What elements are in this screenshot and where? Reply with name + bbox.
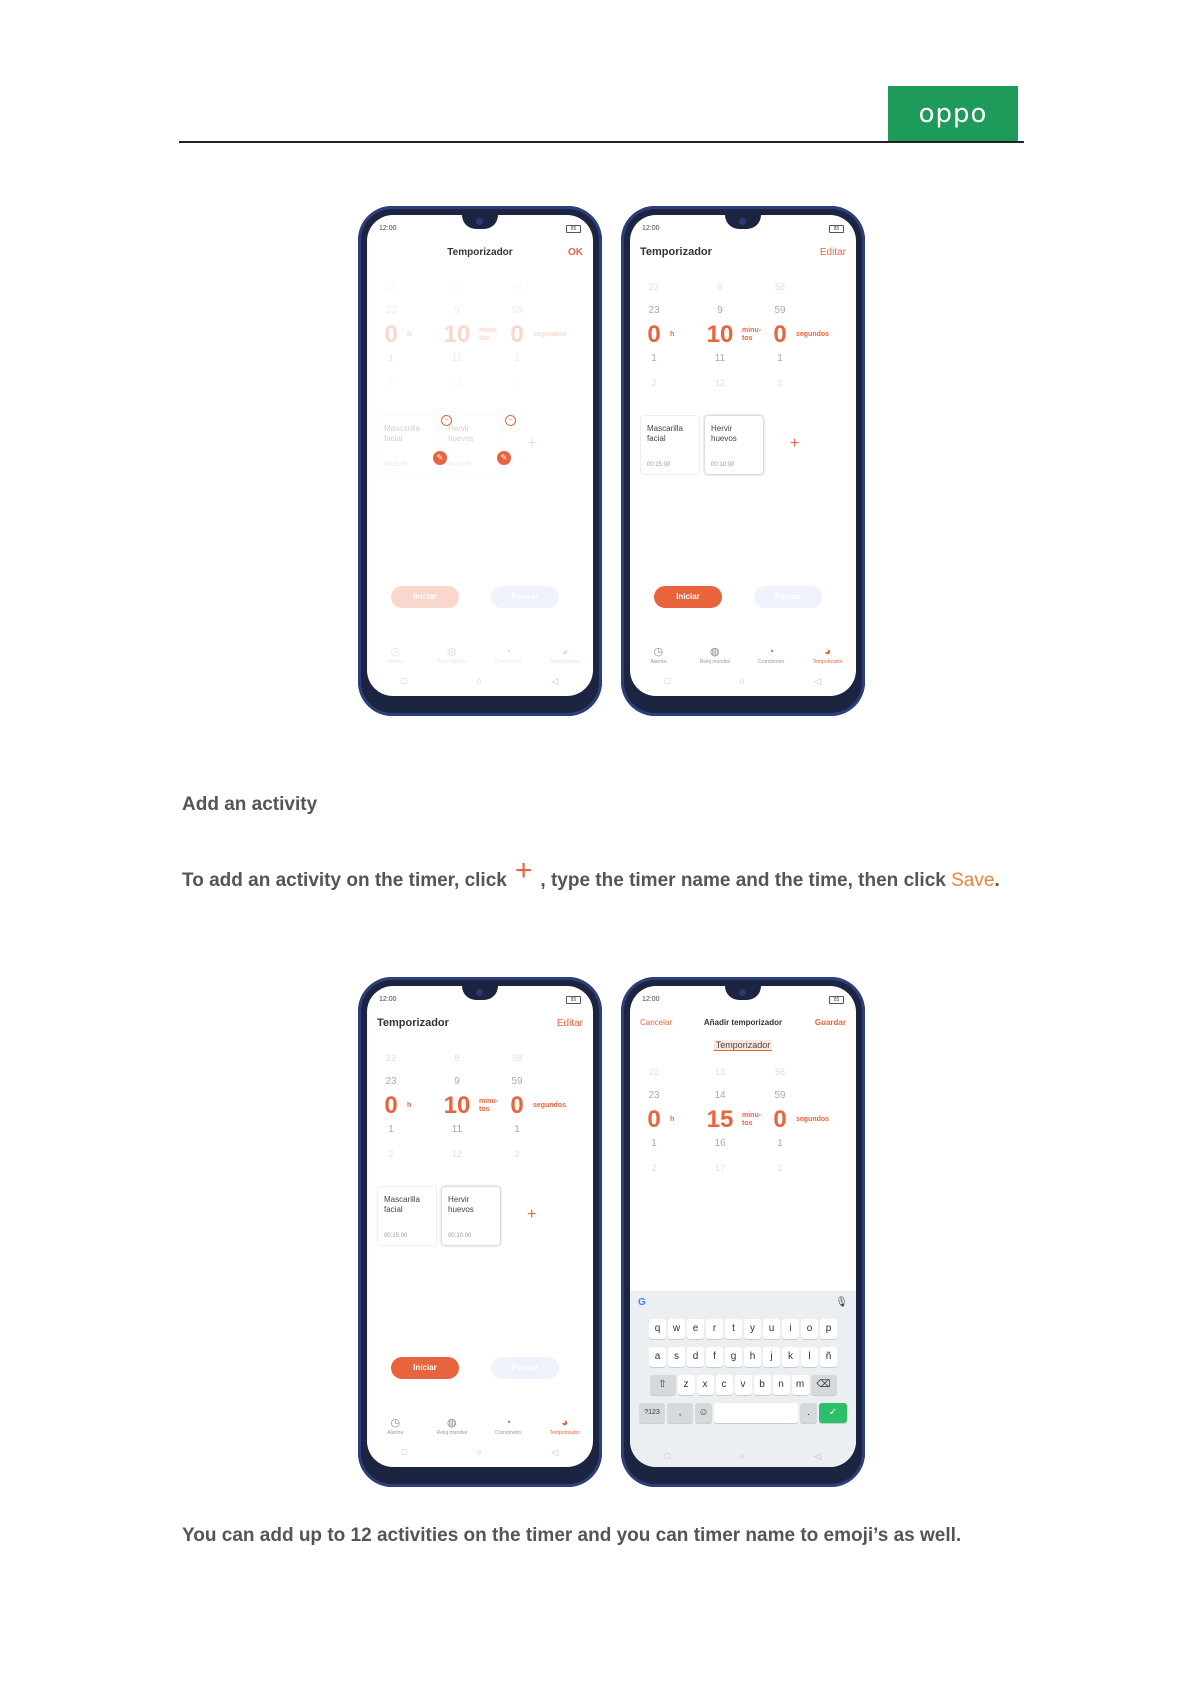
bottom-nav [367, 1417, 593, 1443]
emoji-icon[interactable]: ☺ [695, 1403, 712, 1423]
symbols-key[interactable]: ?123 [639, 1403, 665, 1423]
shift-icon[interactable]: ⇧ [650, 1375, 676, 1395]
key[interactable]: h [744, 1347, 761, 1367]
edit-icon[interactable]: ✎ [433, 451, 447, 465]
checkmark-icon[interactable]: ✓ [819, 1403, 847, 1423]
backspace-icon[interactable]: ⌫ [811, 1375, 837, 1395]
phone-edit-mode [358, 206, 602, 716]
status-bar: 12:00 85 [642, 996, 844, 1004]
edit-icon[interactable]: ✎ [497, 451, 511, 465]
key[interactable]: a [649, 1347, 666, 1367]
key[interactable]: b [754, 1375, 771, 1395]
key[interactable]: t [725, 1319, 742, 1339]
header-rule [179, 141, 1024, 143]
time-picker[interactable]: 22 23 0 1 2 13 14 15 16 17 58 59 0 1 2 h minu- tos segundos [647, 1067, 830, 1173]
nav-alarm[interactable]: ◷ Alarma [370, 1417, 420, 1443]
clock-icon: ◷ [390, 1417, 401, 1429]
period-key[interactable]: . [800, 1403, 817, 1423]
edit-button[interactable]: Editar [556, 1018, 583, 1029]
time-picker[interactable]: 22 23 0 1 2 8 9 10 11 12 58 59 0 1 2 h minu- tos segundos [384, 1053, 567, 1159]
stopwatch-icon: ◔ [504, 646, 512, 658]
key[interactable]: c [716, 1375, 733, 1395]
instruction-text: To add an activity on the timer, click + , type the timer name and the time, then click Save. [182, 854, 1000, 891]
nav-timer[interactable]: ◕ Temporizador [540, 646, 590, 672]
stopwatch-icon: ◔ [767, 646, 775, 658]
comma-key[interactable]: , [667, 1403, 693, 1423]
clock-icon: ◷ [390, 646, 401, 658]
timer-icon: ◕ [561, 1417, 569, 1429]
key[interactable]: g [725, 1347, 742, 1367]
key[interactable]: z [678, 1375, 695, 1395]
nav-stopwatch[interactable]: ◔ Cronómetro [483, 646, 533, 672]
edit-button[interactable]: Editar [819, 247, 846, 258]
key[interactable]: i [782, 1319, 799, 1339]
oppo-logo: oppo [888, 86, 1018, 141]
nav-stopwatch[interactable]: ◔ Cronómetro [746, 646, 796, 672]
phone-timer [621, 206, 865, 716]
nav-world-clock[interactable]: ◍ Reloj mundial [427, 646, 477, 672]
plus-icon[interactable]: + [790, 435, 800, 452]
system-nav [630, 1451, 856, 1465]
globe-icon: ◍ [446, 646, 457, 658]
activity-card[interactable]: Mascarilla facial 00:15:00 [377, 1186, 437, 1246]
key[interactable]: ñ [820, 1347, 837, 1367]
key[interactable]: u [763, 1319, 780, 1339]
home-icon[interactable]: ○ [476, 1447, 482, 1457]
key-row [633, 1347, 853, 1367]
page-title: Añadir temporizador [703, 1018, 783, 1027]
remove-icon[interactable]: − [505, 415, 516, 426]
nav-world-clock[interactable]: ◍ Reloj mundial [427, 1417, 477, 1443]
home-icon[interactable]: ○ [739, 676, 745, 686]
stopwatch-icon: ◔ [504, 1417, 512, 1429]
activity-card[interactable]: Mascarilla facial 00:15:00 [377, 415, 437, 475]
globe-icon: ◍ [446, 1417, 457, 1429]
key-row [633, 1319, 853, 1339]
key[interactable]: q [649, 1319, 666, 1339]
nav-world-clock[interactable]: ◍ Reloj mundial [690, 646, 740, 672]
recents-icon[interactable]: □ [664, 676, 671, 686]
timer-name-field[interactable]: Temporizador [715, 1040, 771, 1050]
key[interactable]: n [773, 1375, 790, 1395]
system-nav [367, 676, 593, 690]
key[interactable]: s [668, 1347, 685, 1367]
back-icon[interactable]: ◁ [551, 676, 559, 686]
plus-icon[interactable]: + [527, 1206, 537, 1223]
page-title: Temporizador [447, 247, 513, 258]
pause-button[interactable]: Pausar [491, 1357, 559, 1379]
recents-icon[interactable]: □ [401, 1447, 408, 1457]
ok-button[interactable]: OK [568, 247, 583, 258]
save-button[interactable]: Guardar [814, 1018, 846, 1027]
key[interactable]: j [763, 1347, 780, 1367]
space-key[interactable] [714, 1403, 798, 1423]
bottom-nav [367, 646, 593, 672]
page-title: Temporizador [377, 1017, 449, 1029]
footer-note: You can add up to 12 activities on the timer and you can timer name to emoji’s as well. [182, 1525, 962, 1546]
nav-alarm[interactable]: ◷ Alarma [370, 646, 420, 672]
status-bar: 12:00 85 [379, 225, 581, 233]
key[interactable]: v [735, 1375, 752, 1395]
timer-icon: ◕ [824, 646, 832, 658]
mic-icon[interactable]: 🎙 [835, 1297, 848, 1308]
clock-icon: ◷ [653, 646, 664, 658]
key[interactable]: w [668, 1319, 685, 1339]
key[interactable]: p [820, 1319, 837, 1339]
key[interactable]: k [782, 1347, 799, 1367]
key[interactable]: y [744, 1319, 761, 1339]
section-heading: Add an activity [182, 794, 318, 815]
nav-timer[interactable]: ◕ Temporizador [803, 646, 853, 672]
time-picker[interactable]: 22 23 0 1 2 8 9 10 11 12 58 59 0 1 2 h minu- tos segundos [647, 282, 830, 388]
bottom-nav [630, 646, 856, 672]
page-title: Temporizador [640, 246, 712, 258]
nav-stopwatch[interactable]: ◔ Cronómetro [483, 1417, 533, 1443]
activity-cards [377, 415, 583, 475]
start-button[interactable]: Iniciar [391, 586, 459, 608]
key[interactable]: x [697, 1375, 714, 1395]
start-button[interactable]: Iniciar [654, 586, 722, 608]
status-bar: 12:00 85 [379, 996, 581, 1004]
recents-icon[interactable]: □ [664, 1451, 671, 1461]
key[interactable]: o [801, 1319, 818, 1339]
back-icon[interactable]: ◁ [551, 1447, 559, 1457]
recents-icon[interactable]: □ [401, 676, 408, 686]
system-nav [367, 1447, 593, 1461]
pause-button[interactable]: Pausar [491, 586, 559, 608]
system-nav [630, 676, 856, 690]
nav-alarm[interactable]: ◷ Alarma [633, 646, 683, 672]
status-bar: 12:00 85 [642, 225, 844, 233]
nav-timer[interactable]: ◕ Temporizador [540, 1417, 590, 1443]
plus-icon: + [514, 854, 533, 887]
save-word: Save [951, 870, 995, 891]
activity-cards [377, 1186, 583, 1246]
activity-cards [640, 415, 846, 475]
remove-icon[interactable]: − [441, 415, 452, 426]
activity-card[interactable]: Hervir huevos 00:10:00 [441, 415, 501, 475]
key[interactable]: e [687, 1319, 704, 1339]
globe-icon: ◍ [709, 646, 720, 658]
back-icon[interactable]: ◁ [814, 676, 822, 686]
plus-icon[interactable]: + [527, 435, 537, 452]
cancel-button[interactable]: Cancelar [640, 1018, 673, 1027]
phone-add-timer [621, 977, 865, 1487]
phone-timer [358, 977, 602, 1487]
activity-card[interactable]: Mascarilla facial 00:15:00 [640, 415, 700, 475]
key[interactable]: l [801, 1347, 818, 1367]
home-icon[interactable]: ○ [476, 676, 482, 686]
pause-button[interactable]: Pausar [754, 586, 822, 608]
key-row [633, 1403, 853, 1423]
start-button[interactable]: Iniciar [391, 1357, 459, 1379]
time-picker[interactable]: 22 23 0 1 2 8 9 10 11 12 58 59 0 1 2 h minu- tos segundos [384, 282, 567, 388]
key-row [633, 1375, 853, 1395]
key[interactable]: m [792, 1375, 809, 1395]
keyboard [630, 1291, 856, 1467]
google-icon[interactable]: G [638, 1297, 646, 1308]
back-icon[interactable]: ◁ [814, 1451, 822, 1461]
key[interactable]: f [706, 1347, 723, 1367]
activity-card[interactable]: Hervir huevos 00:10:00 [441, 1186, 501, 1246]
timer-icon: ◕ [561, 646, 569, 658]
home-icon[interactable]: ○ [739, 1451, 745, 1461]
key[interactable]: r [706, 1319, 723, 1339]
activity-card[interactable]: Hervir huevos 00:10:00 [704, 415, 764, 475]
key[interactable]: d [687, 1347, 704, 1367]
